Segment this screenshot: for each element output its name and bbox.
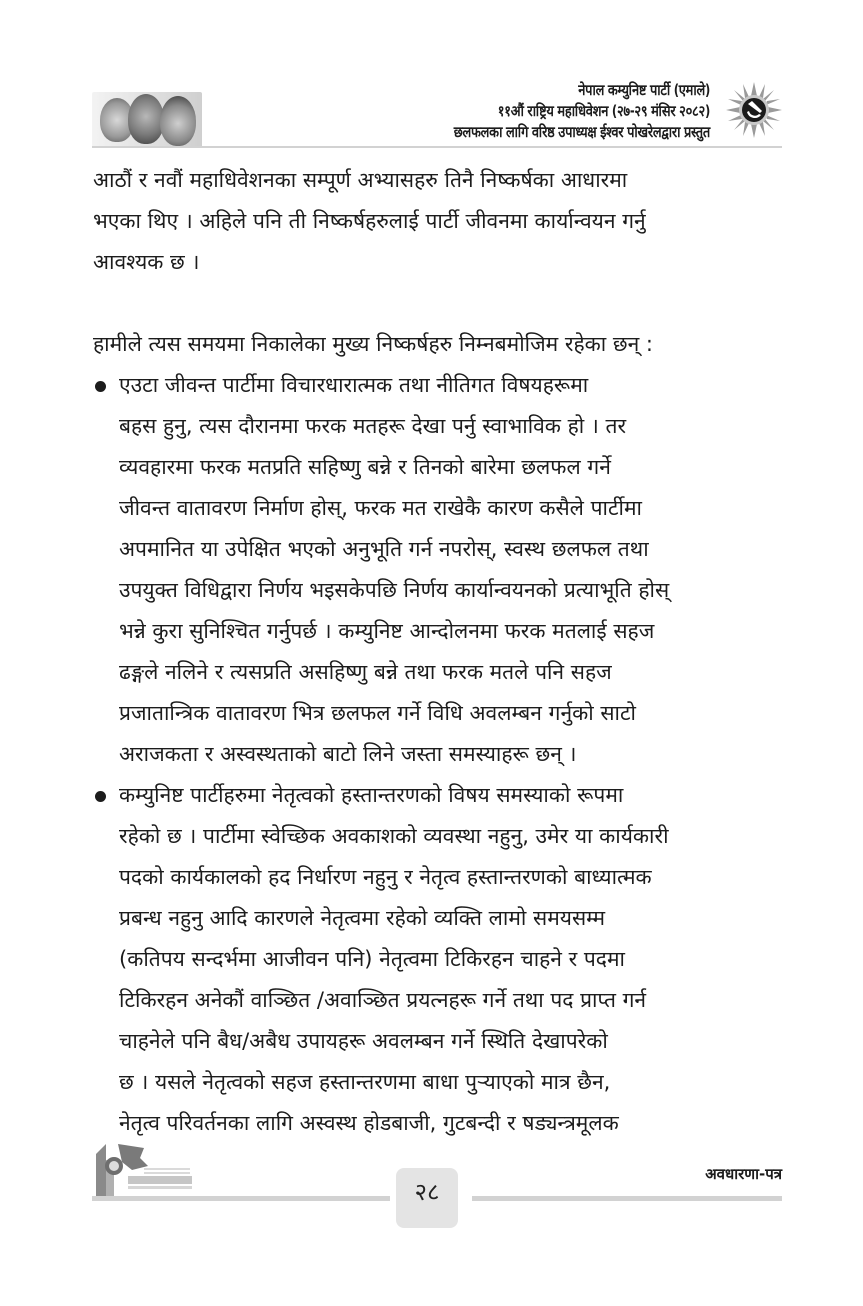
- list-item: [93, 775, 757, 1144]
- findings-list: [93, 365, 757, 1144]
- party-emblem-icon: [726, 82, 782, 138]
- text-line: अराजकता र अस्वस्थताको बाटो लिने जस्ता समस्याहरू छन् ।: [119, 742, 577, 766]
- page-footer: [92, 1140, 782, 1230]
- lead-in-sentence: हामीले त्यस समयमा निकालेका मुख्य निष्कर्षहरु निम्नबमोजिम रहेका छन् :: [93, 332, 653, 356]
- portrait-face-3: [160, 96, 196, 146]
- text-line: अपमानित या उपेक्षित भएको अनुभूति गर्न नपरोस्, स्वस्थ छलफल तथा: [119, 537, 649, 561]
- header-divider: [92, 146, 782, 148]
- national-congress-logo-icon: [92, 1140, 202, 1198]
- text-line: बहस हुनु, त्यस दौरानमा फरक मतहरू देखा पर्नु स्वाभाविक हो । तर: [119, 414, 627, 438]
- text-line: रहेको छ । पार्टीमा स्वेच्छिक अवकाशको व्यवस्था नहुनु, उमेर या कार्यकारी: [119, 824, 669, 848]
- text-line: छ । यसले नेतृत्वको सहज हस्तान्तरणमा बाधा पुऱ्याएको मात्र छैन,: [119, 1070, 611, 1094]
- list-item: [93, 365, 757, 775]
- text-line: एउटा जीवन्त पार्टीमा विचारधारात्मक तथा नीतिगत विषयहरूमा: [119, 373, 589, 397]
- header-presenter: छलफलका लागि वरिष्ठ उपाध्यक्ष ईश्वर पोखरेलद्वारा प्रस्तुत: [453, 123, 710, 141]
- bullet-dot-icon: [95, 791, 106, 802]
- header-party-name: नेपाल कम्युनिष्ट पार्टी (एमाले): [578, 81, 710, 99]
- text-line: पदको कार्यकालको हद निर्धारण नहुनु र नेतृत्व हस्तान्तरणको बाध्यात्मक: [119, 865, 652, 889]
- footer-divider-left: [92, 1196, 390, 1201]
- text-line: चाहनेले पनि बैध/अबैध उपायहरू अवलम्बन गर्ने स्थिति देखापरेको: [119, 1029, 608, 1053]
- text-line: नेतृत्व परिवर्तनका लागि अस्वस्थ होडबाजी, गुटबन्दी र षड्यन्त्रमूलक: [119, 1111, 619, 1135]
- header-convention: ११औं राष्ट्रिय महाधिवेशन (२७-२९ मंसिर २०८२): [497, 102, 710, 120]
- text-line: आठौं र नवौं महाधिवेशनका सम्पूर्ण अभ्यासहरु तिनै निष्कर्षका आधारमा: [93, 168, 628, 192]
- text-line: जीवन्त वातावरण निर्माण होस्, फरक मत राखेकै कारण कसैले पार्टीमा: [119, 496, 642, 520]
- text-line: ढङ्गले नलिने र त्यसप्रति असहिष्णु बन्ने तथा फरक मतले पनि सहज: [119, 660, 612, 684]
- portrait-face-2: [128, 94, 164, 144]
- text-line: व्यवहारमा फरक मतप्रति सहिष्णु बन्ने र तिनको बारेमा छलफल गर्ने: [119, 455, 611, 479]
- bullet-dot-icon: [95, 381, 106, 392]
- page-body: [93, 160, 757, 1144]
- text-line: प्रबन्ध नहुनु आदि कारणले नेतृत्वमा रहेको व्यक्ति लामो समयसम्म: [119, 906, 606, 930]
- text-line: टिकिरहन अनेकौं वाञ्छित /अवाञ्छित प्रयत्नहरू गर्ने तथा पद प्राप्त गर्न: [119, 988, 647, 1012]
- intro-paragraph: [93, 160, 757, 283]
- text-line: आवश्यक छ ।: [93, 250, 200, 274]
- text-line: प्रजातान्त्रिक वातावरण भित्र छलफल गर्ने विधि अवलम्बन गर्नुको साटो: [119, 701, 636, 725]
- footer-divider-right: [472, 1196, 782, 1201]
- page-number: २८: [414, 1178, 440, 1206]
- text-line: उपयुक्त विधिद्वारा निर्णय भइसकेपछि निर्णय कार्यान्वयनको प्रत्याभूति होस्: [119, 578, 670, 602]
- text-line: कम्युनिष्ट पार्टीहरुमा नेतृत्वको हस्तान्तरणको विषय समस्याको रूपमा: [119, 783, 624, 807]
- leaders-portrait-photo: [92, 92, 202, 148]
- text-line: भन्ने कुरा सुनिश्चित गर्नुपर्छ । कम्युनिष्ट आन्दोलनमा फरक मतलाई सहज: [119, 619, 655, 643]
- text-line: भएका थिए । अहिले पनि ती निष्कर्षहरुलाई पार्टी जीवनमा कार्यान्वयन गर्नु: [93, 209, 646, 233]
- page-header: [92, 80, 782, 150]
- header-text-block: [412, 80, 710, 143]
- text-line: (कतिपय सन्दर्भमा आजीवन पनि) नेतृत्वमा टिकिरहन चाहने र पदमा: [119, 947, 625, 971]
- page-number-badge: [396, 1168, 458, 1228]
- document-title: अवधारणा-पत्र: [705, 1165, 782, 1183]
